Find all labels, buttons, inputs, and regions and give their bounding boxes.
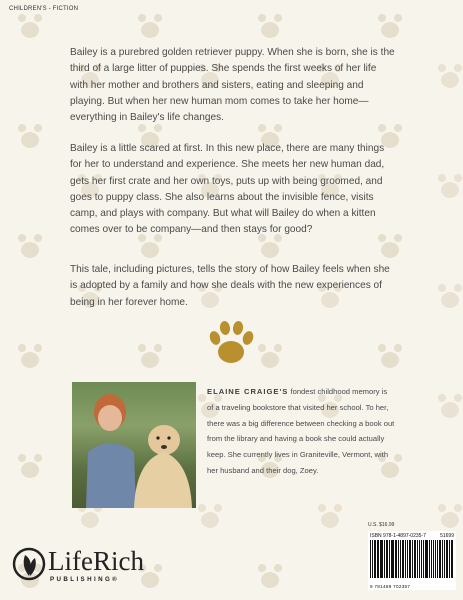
barcode-bar <box>435 540 436 578</box>
barcode-bar <box>400 540 401 578</box>
barcode-bar <box>398 540 399 578</box>
barcode-bar <box>421 540 423 578</box>
barcode-bar <box>372 540 373 578</box>
author-photo <box>72 382 196 508</box>
author-name: ELAINE CRAIGE'S <box>207 387 289 396</box>
barcode-bar <box>439 540 441 578</box>
ean5-number: 51699 <box>440 533 454 539</box>
barcode-bar <box>391 540 392 578</box>
barcode-bar <box>433 540 435 578</box>
author-bio-text: fondest childhood memory is of a traveling bookstore that visited her school. To her, there was a big difference between checking a book out from the library and having a book she could actually keep. She currently lives in Graniteville, Vermont, with her husband and their dog, Zoey. <box>207 387 395 475</box>
author-photo-illustration <box>72 382 196 508</box>
barcode-bar <box>446 540 449 578</box>
barcode-bar <box>389 540 390 578</box>
ean13-number: 9 781489 702357 <box>370 584 411 589</box>
blurb-paragraph-2: Bailey is a little scared at first. In this new place, there are many things for her to understand and experience. She meets her new human dad, gets her first crate and her own toys, puts up with being groomed, and goes to puppy class. She also learns about the invisible fence, visits camp, and plays with company. But what will Bailey do when a kitten comes over to be company—and then stays for good? <box>70 143 385 236</box>
barcode-bar <box>374 540 376 578</box>
barcode-bar <box>419 540 420 578</box>
isbn-text: ISBN 978-1-4897-0235-7 <box>370 533 426 539</box>
barcode-bar <box>370 540 371 578</box>
barcode-bar <box>429 540 430 578</box>
barcode-bar <box>423 540 424 578</box>
barcode-bar <box>414 540 416 578</box>
barcode-bar <box>449 540 450 578</box>
liferich-leaf-logo-icon <box>12 546 46 582</box>
barcode-bar <box>380 540 383 578</box>
blurb-paragraph-1: Bailey is a purebred golden retriever puppy. When she is born, she is the third of a large litter of puppies. She spends the first weeks of her life with her mother and brothers and sisters, eating and sleeping and playing. But when her new human mom comes to take her home—everything in Bailey's life changes. <box>70 47 395 124</box>
barcode-bar <box>378 540 379 578</box>
barcode-bar <box>412 540 413 578</box>
barcode-bar <box>431 540 432 578</box>
barcode-bar <box>442 540 443 578</box>
barcode-bar <box>377 540 378 578</box>
barcode-bar <box>395 540 397 578</box>
barcode-bar <box>451 540 453 578</box>
author-bio <box>207 384 395 479</box>
barcode-bar <box>384 540 385 578</box>
barcode-bar <box>405 540 406 578</box>
paw-print-icon <box>205 318 257 370</box>
barcode-bar <box>392 540 394 578</box>
category-label: CHILDREN'S - FICTION <box>9 6 79 12</box>
price-label: U.S. $16.99 <box>368 522 395 528</box>
isbn-barcode <box>368 531 456 590</box>
barcode-bar <box>386 540 388 578</box>
barcode-bar <box>417 540 418 578</box>
blurb-paragraph-3: This tale, including pictures, tells the story of how Bailey feels when she is adopted by a family and how she deals with the new experiences of being in her forever home. <box>70 264 390 308</box>
barcode-bar <box>402 540 405 578</box>
barcode-bar <box>437 540 438 578</box>
barcode-bar <box>444 540 445 578</box>
publisher-logo <box>12 546 152 586</box>
barcode-area <box>368 522 456 590</box>
barcode-bars <box>370 540 454 578</box>
barcode-bar <box>407 540 408 578</box>
barcode-bar <box>409 540 411 578</box>
barcode-bar <box>425 540 428 578</box>
publisher-name: LifeRich <box>48 546 144 576</box>
publisher-tagline: PUBLISHING® <box>50 576 120 583</box>
